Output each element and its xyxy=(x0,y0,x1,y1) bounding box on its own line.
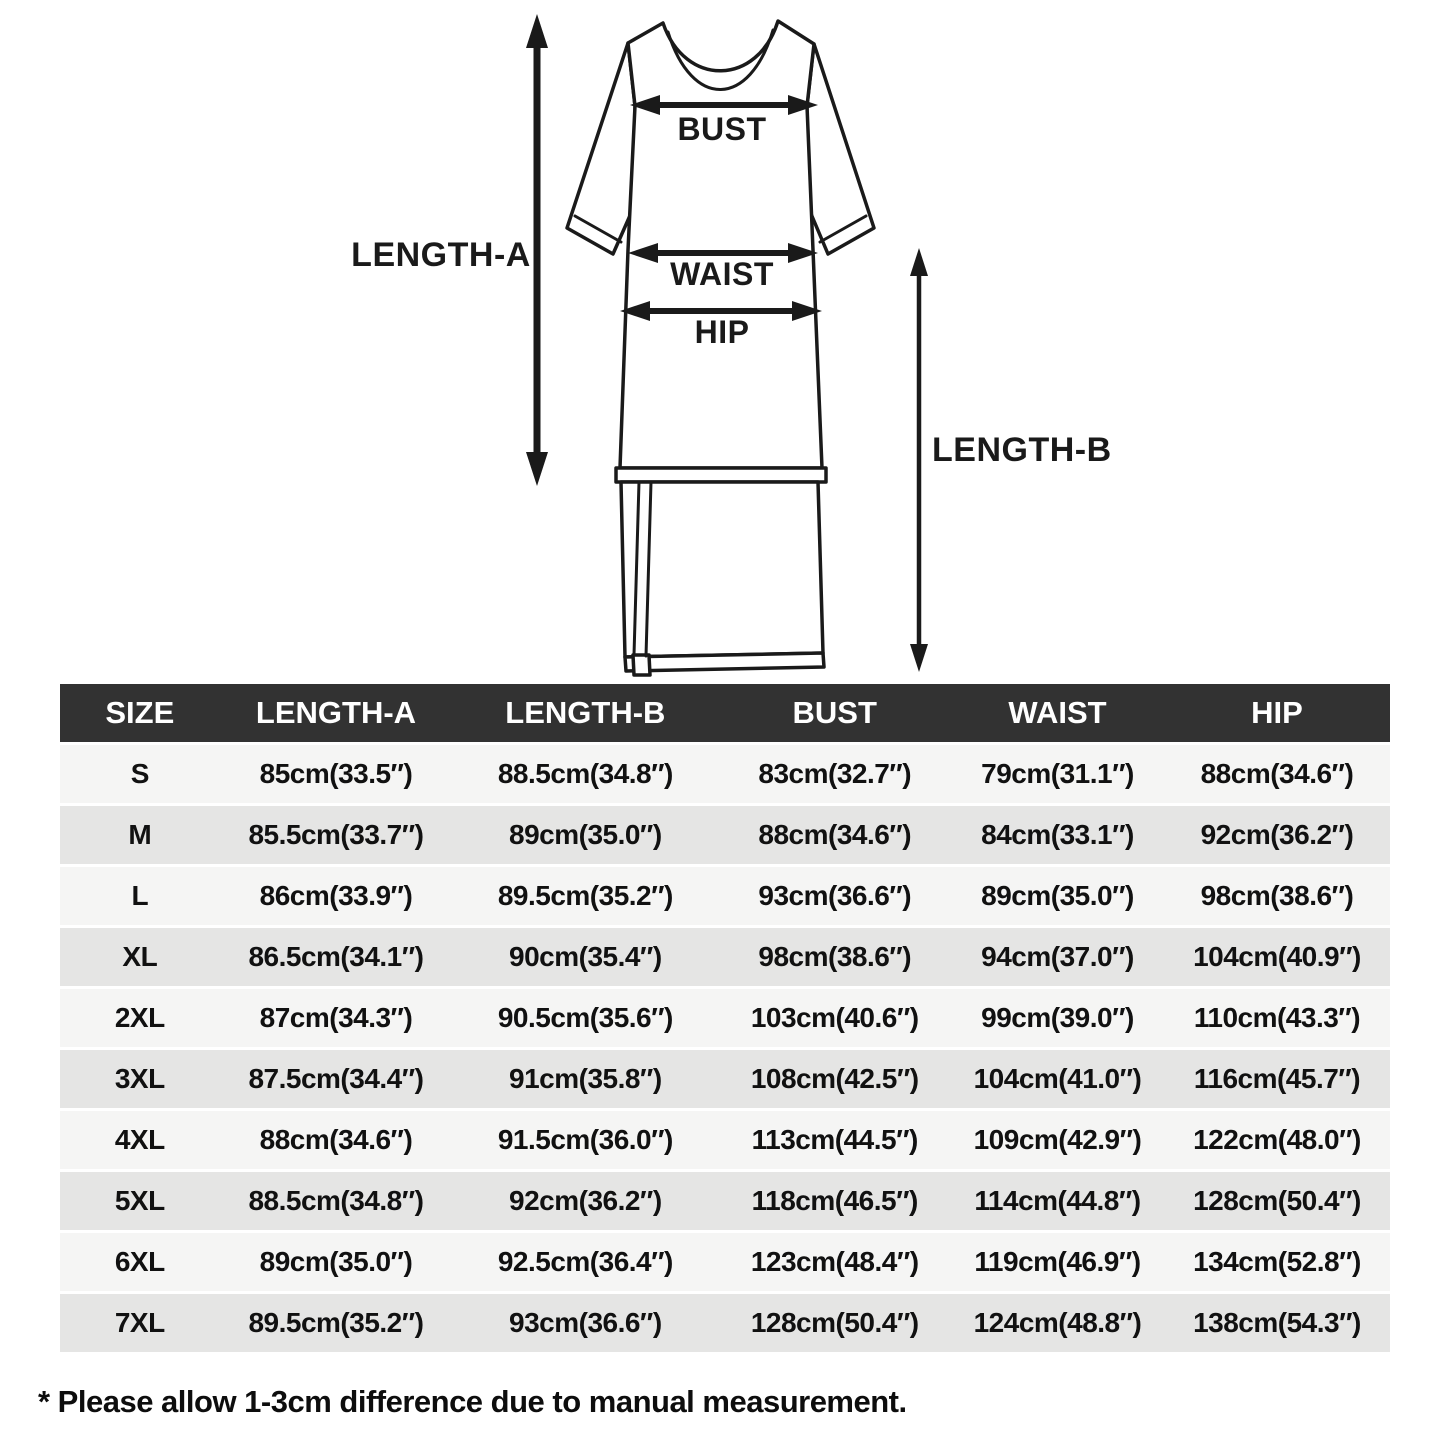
measurement-cell: 94cm(37.0″) xyxy=(951,928,1164,989)
table-row xyxy=(60,1111,1390,1172)
measurement-cell: 86.5cm(34.1″) xyxy=(220,928,453,989)
measurement-cell: 90.5cm(35.6″) xyxy=(452,989,718,1050)
measurement-cell: 128cm(50.4″) xyxy=(1164,1172,1390,1233)
table-row xyxy=(60,1294,1390,1355)
column-header-hip: HIP xyxy=(1164,684,1390,745)
measurement-cell: 103cm(40.6″) xyxy=(718,989,951,1050)
measurement-cell: 98cm(38.6″) xyxy=(1164,867,1390,928)
measurement-cell: 92cm(36.2″) xyxy=(452,1172,718,1233)
measurement-cell: 122cm(48.0″) xyxy=(1164,1111,1390,1172)
measurement-cell: 114cm(44.8″) xyxy=(951,1172,1164,1233)
measurement-cell: 88.5cm(34.8″) xyxy=(452,745,718,806)
table-row xyxy=(60,989,1390,1050)
size-cell: 4XL xyxy=(60,1111,220,1172)
size-cell: 6XL xyxy=(60,1233,220,1294)
measurement-cell: 89cm(35.0″) xyxy=(220,1233,453,1294)
measurement-cell: 88cm(34.6″) xyxy=(1164,745,1390,806)
measurement-cell: 134cm(52.8″) xyxy=(1164,1233,1390,1294)
size-cell: 3XL xyxy=(60,1050,220,1111)
length-b-label: LENGTH-B xyxy=(932,431,1112,469)
measurement-cell: 92cm(36.2″) xyxy=(1164,806,1390,867)
size-cell: 7XL xyxy=(60,1294,220,1355)
measurement-cell: 113cm(44.5″) xyxy=(718,1111,951,1172)
measurement-cell: 89.5cm(35.2″) xyxy=(220,1294,453,1355)
measurement-cell: 93cm(36.6″) xyxy=(718,867,951,928)
measurement-cell: 92.5cm(36.4″) xyxy=(452,1233,718,1294)
measurement-cell: 110cm(43.3″) xyxy=(1164,989,1390,1050)
waist-label: WAIST xyxy=(670,256,774,292)
measurement-cell: 84cm(33.1″) xyxy=(951,806,1164,867)
table-row xyxy=(60,1172,1390,1233)
size-cell: S xyxy=(60,745,220,806)
measurement-cell: 87cm(34.3″) xyxy=(220,989,453,1050)
measurement-cell: 104cm(41.0″) xyxy=(951,1050,1164,1111)
column-header-length-b: LENGTH-B xyxy=(452,684,718,745)
garment-diagram xyxy=(0,0,1445,682)
size-cell: XL xyxy=(60,928,220,989)
column-header-size: SIZE xyxy=(60,684,220,745)
column-header-waist: WAIST xyxy=(951,684,1164,745)
measurement-cell: 88cm(34.6″) xyxy=(220,1111,453,1172)
measurement-cell: 88cm(34.6″) xyxy=(718,806,951,867)
measurement-footnote: * Please allow 1-3cm difference due to manual measurement. xyxy=(38,1384,907,1419)
measurement-cell: 104cm(40.9″) xyxy=(1164,928,1390,989)
measurement-cell: 83cm(32.7″) xyxy=(718,745,951,806)
measurement-cell: 128cm(50.4″) xyxy=(718,1294,951,1355)
measurement-cell: 89cm(35.0″) xyxy=(951,867,1164,928)
table-row xyxy=(60,1233,1390,1294)
measurement-cell: 91cm(35.8″) xyxy=(452,1050,718,1111)
hip-label: HIP xyxy=(694,314,750,350)
measurement-cell: 98cm(38.6″) xyxy=(718,928,951,989)
size-cell: M xyxy=(60,806,220,867)
measurement-cell: 90cm(35.4″) xyxy=(452,928,718,989)
table-row xyxy=(60,928,1390,989)
size-cell: 2XL xyxy=(60,989,220,1050)
measurement-cell: 123cm(48.4″) xyxy=(718,1233,951,1294)
size-table xyxy=(60,684,1390,1355)
bust-label: BUST xyxy=(677,111,767,147)
size-table-header-row xyxy=(60,684,1390,745)
measurement-cell: 116cm(45.7″) xyxy=(1164,1050,1390,1111)
table-row xyxy=(60,745,1390,806)
table-row xyxy=(60,806,1390,867)
measurement-cell: 99cm(39.0″) xyxy=(951,989,1164,1050)
length-a-label: LENGTH-A xyxy=(351,236,531,274)
measurement-cell: 124cm(48.8″) xyxy=(951,1294,1164,1355)
table-row xyxy=(60,867,1390,928)
measurement-cell: 87.5cm(34.4″) xyxy=(220,1050,453,1111)
column-header-length-a: LENGTH-A xyxy=(220,684,453,745)
measurement-cell: 108cm(42.5″) xyxy=(718,1050,951,1111)
measurement-cell: 89cm(35.0″) xyxy=(452,806,718,867)
measurement-cell: 109cm(42.9″) xyxy=(951,1111,1164,1172)
measurement-cell: 138cm(54.3″) xyxy=(1164,1294,1390,1355)
measurement-cell: 85cm(33.5″) xyxy=(220,745,453,806)
measurement-cell: 93cm(36.6″) xyxy=(452,1294,718,1355)
length-b-arrow-icon xyxy=(910,248,928,672)
measurement-cell: 85.5cm(33.7″) xyxy=(220,806,453,867)
measurement-cell: 79cm(31.1″) xyxy=(951,745,1164,806)
size-table-body xyxy=(60,745,1390,1355)
measurement-cell: 88.5cm(34.8″) xyxy=(220,1172,453,1233)
measurement-cell: 86cm(33.9″) xyxy=(220,867,453,928)
measurement-cell: 91.5cm(36.0″) xyxy=(452,1111,718,1172)
measurement-cell: 118cm(46.5″) xyxy=(718,1172,951,1233)
measurement-cell: 119cm(46.9″) xyxy=(951,1233,1164,1294)
table-row xyxy=(60,1050,1390,1111)
measurement-cell: 89.5cm(35.2″) xyxy=(452,867,718,928)
size-cell: 5XL xyxy=(60,1172,220,1233)
size-cell: L xyxy=(60,867,220,928)
column-header-bust: BUST xyxy=(718,684,951,745)
